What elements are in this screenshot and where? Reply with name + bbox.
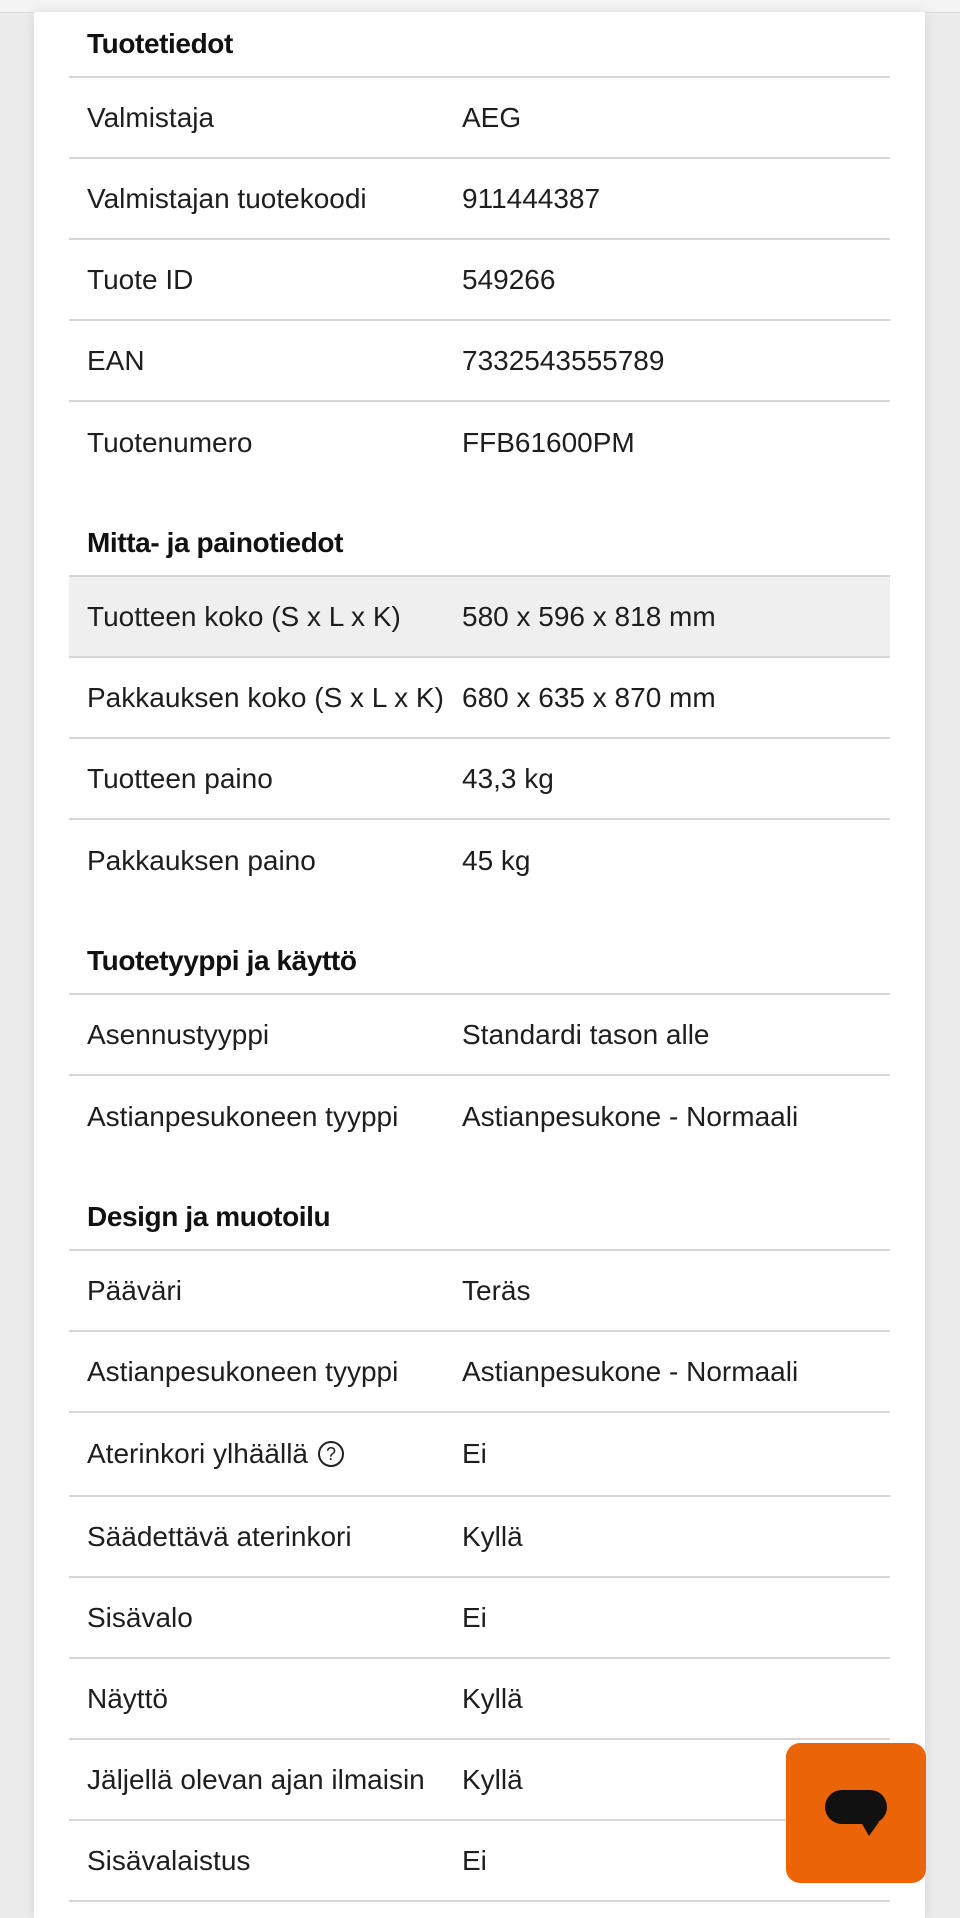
spec-value: Ei — [462, 1844, 487, 1876]
spec-value: FFB61600PM — [462, 426, 635, 458]
spec-row — [69, 1332, 890, 1413]
spec-row — [69, 577, 890, 658]
spec-label: EAN — [87, 344, 145, 376]
spec-row — [69, 1578, 890, 1659]
spec-label: Valmistaja — [87, 101, 215, 133]
spec-value: Astianpesukone - Normaali — [462, 1355, 799, 1387]
spec-value: 45 kg — [462, 844, 531, 876]
spec-row — [69, 1251, 890, 1332]
spec-label: Asennustyyppi — [87, 1018, 270, 1050]
section-title-type-usage: Tuotetyyppi ja käyttö — [69, 901, 890, 995]
spec-value: Kyllä — [462, 1520, 523, 1552]
spec-label: Jäljellä olevan ajan ilmaisin — [87, 1763, 425, 1795]
spec-value: Kyllä — [462, 1682, 523, 1714]
spec-label-text: Aterinkori ylhäällä — [87, 1438, 308, 1469]
specs-content — [69, 12, 890, 1902]
spec-row — [69, 1740, 890, 1821]
spec-row — [69, 995, 890, 1076]
spec-row — [69, 1413, 890, 1497]
spec-value: 43,3 kg — [462, 762, 554, 794]
spec-row — [69, 1659, 890, 1740]
spec-label: Näyttö — [87, 1682, 168, 1714]
spec-value: Ei — [462, 1601, 487, 1633]
spec-value: Kyllä — [462, 1763, 523, 1795]
spec-label: Valmistajan tuotekoodi — [87, 182, 367, 214]
spec-value: Teräs — [462, 1274, 531, 1306]
spec-row — [69, 820, 890, 901]
spec-value: AEG — [462, 101, 522, 133]
spec-value: 580 x 596 x 818 mm — [462, 600, 716, 632]
spec-label: Tuotteen koko (S x L x K) — [87, 600, 401, 632]
spec-value: Ei — [462, 1438, 487, 1469]
spec-label: Astianpesukoneen tyyppi — [87, 1100, 399, 1132]
spec-label: Sisävalaistus — [87, 1844, 251, 1876]
spec-value: Standardi tason alle — [462, 1018, 710, 1050]
spec-row — [69, 1821, 890, 1902]
spec-value: 911444387 — [462, 182, 601, 214]
spec-label: Pakkauksen paino — [87, 844, 316, 876]
spec-value: 7332543555789 — [462, 344, 665, 376]
spec-row — [69, 159, 890, 240]
spec-label: Pakkauksen koko (S x L x K) — [87, 681, 444, 713]
spec-row — [69, 402, 890, 483]
spec-label-with-help — [69, 1438, 462, 1470]
section-title-product-info: Tuotetiedot — [69, 12, 890, 78]
spec-label: Tuotenumero — [87, 426, 253, 458]
spec-row — [69, 240, 890, 321]
spec-row — [69, 78, 890, 159]
spec-label: Pääväri — [87, 1274, 182, 1306]
spec-row — [69, 658, 890, 739]
section-title-dimensions: Mitta- ja painotiedot — [69, 483, 890, 577]
spec-label: Säädettävä aterinkori — [87, 1520, 352, 1552]
chat-button[interactable] — [786, 1743, 926, 1883]
spec-value: Astianpesukone - Normaali — [462, 1100, 799, 1132]
spec-value: 680 x 635 x 870 mm — [462, 681, 716, 713]
spec-label: Tuote ID — [87, 263, 194, 295]
spec-row — [69, 1076, 890, 1157]
spec-label: Tuotteen paino — [87, 762, 273, 794]
help-icon[interactable]: ? — [318, 1441, 344, 1467]
spec-row — [69, 739, 890, 820]
spec-value: 549266 — [462, 263, 556, 295]
product-specs-panel — [34, 12, 925, 1918]
section-title-design: Design ja muotoilu — [69, 1157, 890, 1251]
spec-label: Astianpesukoneen tyyppi — [87, 1355, 399, 1387]
spec-label: Sisävalo — [87, 1601, 193, 1633]
spec-row — [69, 321, 890, 402]
spec-row — [69, 1497, 890, 1578]
chat-bubble-icon — [823, 1786, 889, 1840]
